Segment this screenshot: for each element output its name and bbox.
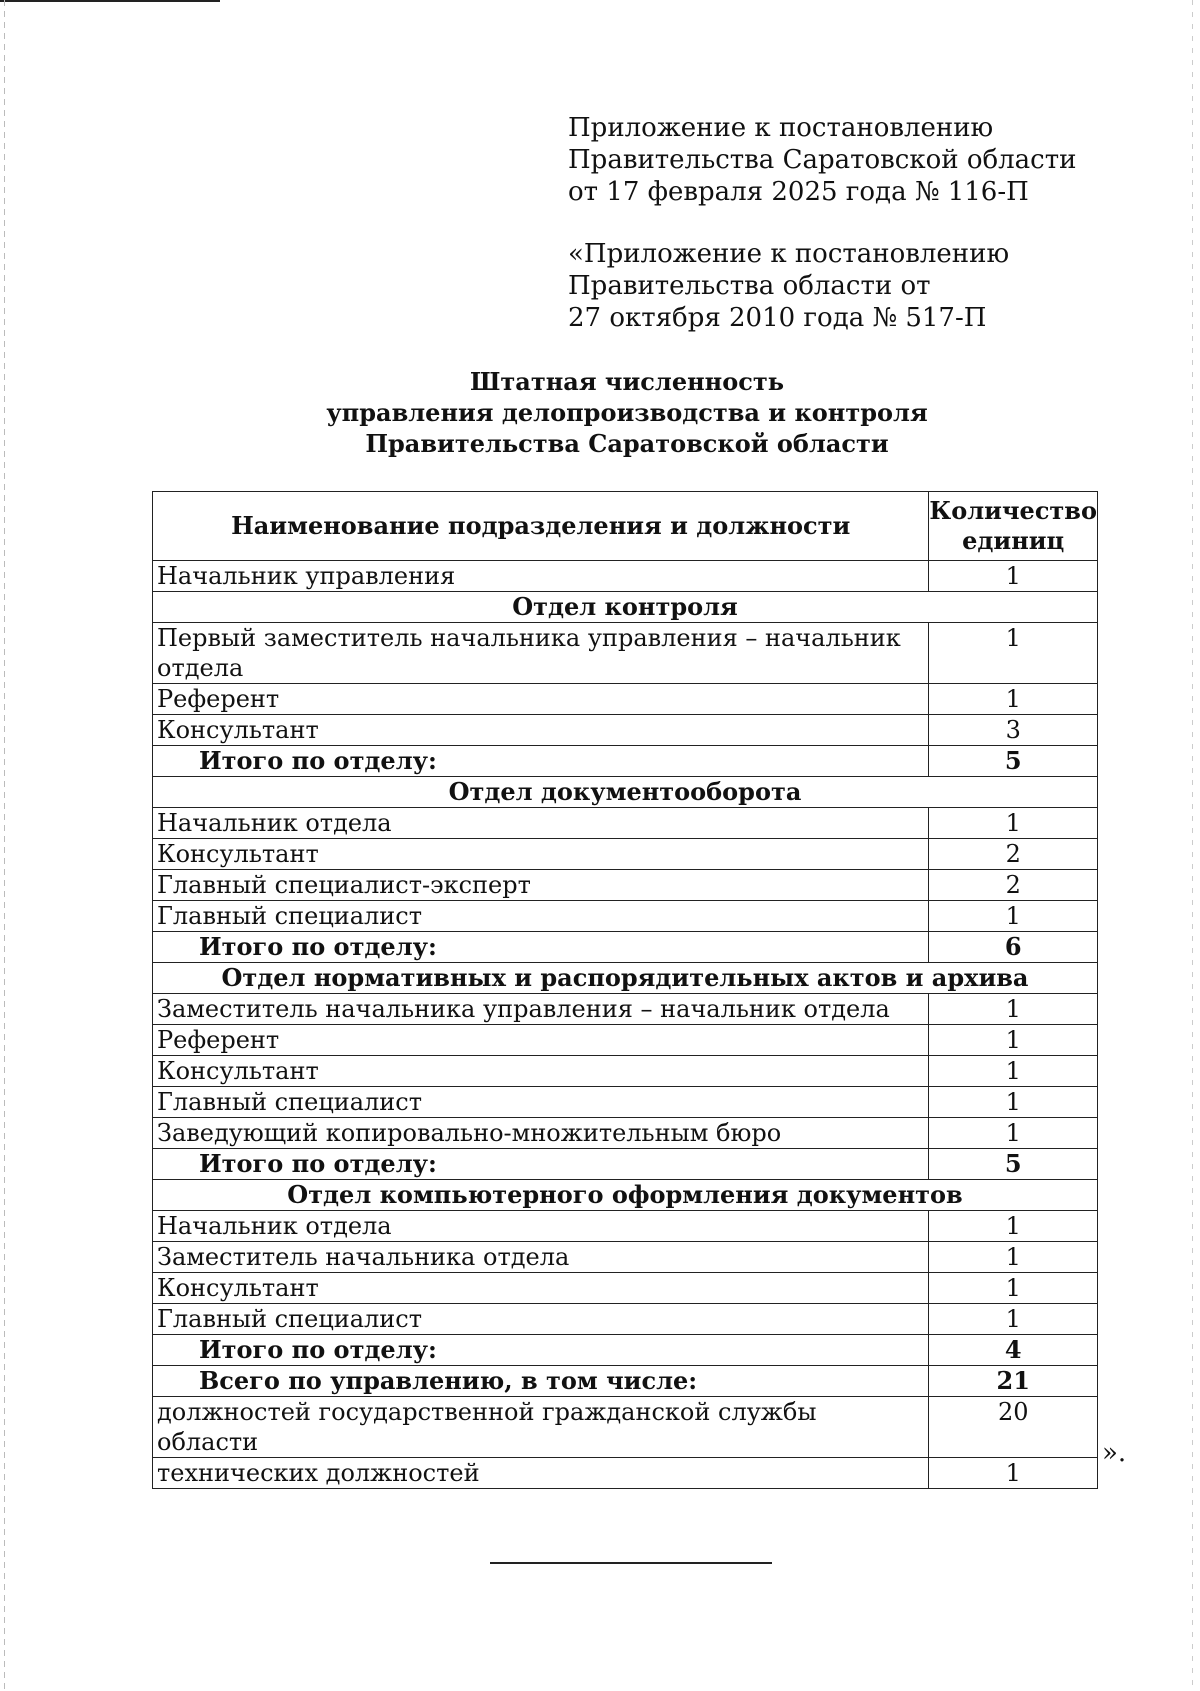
position-qty: 1 [929,623,1098,684]
subtotal-label: Итого по отделу: [153,932,929,963]
subtotal-qty: 21 [929,1366,1098,1397]
title-line: Штатная численность [469,367,784,396]
section-title: Отдел контроля [153,592,1098,623]
table-row [153,1118,1098,1149]
table-row [153,870,1098,901]
section-title: Отдел документооборота [153,777,1098,808]
position-qty: 1 [929,994,1098,1025]
subtotal-qty: 6 [929,932,1098,963]
table-row [153,1273,1098,1304]
title-line: Правительства Саратовской области [365,429,889,458]
position-name: Главный специалист [153,1304,929,1335]
position-qty: 1 [929,1087,1098,1118]
position-qty: 1 [929,1025,1098,1056]
subtotal-row [153,746,1098,777]
table-row [153,1087,1098,1118]
table-row [153,994,1098,1025]
section-row [153,592,1098,623]
position-name: Консультант [153,715,929,746]
position-qty: 1 [929,684,1098,715]
section-row [153,1180,1098,1211]
table-row [153,839,1098,870]
position-qty: 1 [929,1273,1098,1304]
position-name: Начальник отдела [153,808,929,839]
position-name: Начальник управления [153,561,929,592]
position-qty: 3 [929,715,1098,746]
position-qty: 20 [929,1397,1098,1458]
position-qty: 1 [929,1458,1098,1489]
table-row [153,1242,1098,1273]
position-name: Заведующий копировально-множительным бюро [153,1118,929,1149]
position-name: Референт [153,684,929,715]
position-name: технических должностей [153,1458,929,1489]
subtotal-row [153,932,1098,963]
table-row [153,1056,1098,1087]
position-name: Консультант [153,1056,929,1087]
subtotal-row [153,1149,1098,1180]
position-name: Консультант [153,839,929,870]
subtotal-label: Итого по отделу: [153,1335,929,1366]
document-title [150,366,1104,459]
staff-table [152,491,1098,1489]
position-qty: 1 [929,1211,1098,1242]
table-body [153,561,1098,1489]
table-row [153,623,1098,684]
appendix-line: «Приложение к постановлению [568,239,1010,269]
column-header-name: Наименование подразделения и должности [153,492,929,561]
end-rule [490,1562,772,1564]
position-qty: 1 [929,901,1098,932]
table-row [153,561,1098,592]
subtotal-qty: 5 [929,1149,1098,1180]
section-title: Отдел нормативных и распорядительных актов и архива [153,963,1098,994]
position-name: Заместитель начальника управления – начальник отдела [153,994,929,1025]
position-qty: 1 [929,1056,1098,1087]
subtotal-row [153,1366,1098,1397]
position-qty: 1 [929,1304,1098,1335]
subtotal-label: Итого по отделу: [153,746,929,777]
position-qty: 1 [929,1118,1098,1149]
table-row [153,1397,1098,1458]
position-name: Первый заместитель начальника управления – начальник отдела [153,623,929,684]
appendix-line: Правительства области от [568,271,931,301]
position-name: Референт [153,1025,929,1056]
position-qty: 2 [929,839,1098,870]
table-row [153,808,1098,839]
section-row [153,777,1098,808]
title-line: управления делопроизводства и контроля [326,398,928,427]
position-name: Главный специалист-эксперт [153,870,929,901]
table-row [153,901,1098,932]
appendix-header [568,112,1088,334]
table-header-row [153,492,1098,561]
scan-edge-top [0,0,220,2]
position-name: Главный специалист [153,901,929,932]
subtotal-label: Итого по отделу: [153,1149,929,1180]
appendix-line: Приложение к постановлению [568,113,994,143]
scan-edge-left [4,0,5,1691]
table-row [153,715,1098,746]
section-title: Отдел компьютерного оформления документов [153,1180,1098,1211]
section-row [153,963,1098,994]
closing-quote: ». [1102,1438,1127,1468]
position-qty: 1 [929,808,1098,839]
appendix-line: Правительства Саратовской области [568,145,1077,175]
position-name: Главный специалист [153,1087,929,1118]
subtotal-label: Всего по управлению, в том числе: [153,1366,929,1397]
position-name: Начальник отдела [153,1211,929,1242]
table-row [153,684,1098,715]
scan-edge-right [1192,0,1193,1691]
subtotal-row [153,1335,1098,1366]
position-qty: 1 [929,1242,1098,1273]
position-name: Консультант [153,1273,929,1304]
position-name: Заместитель начальника отдела [153,1242,929,1273]
position-qty: 1 [929,561,1098,592]
table-row [153,1458,1098,1489]
position-qty: 2 [929,870,1098,901]
appendix-line: от 17 февраля 2025 года № 116-П [568,177,1029,207]
column-header-qty: Количество единиц [929,492,1098,561]
table-row [153,1025,1098,1056]
table-row [153,1304,1098,1335]
position-name: должностей государственной гражданской службы области [153,1397,929,1458]
appendix-line: 27 октября 2010 года № 517-П [568,303,987,333]
subtotal-qty: 5 [929,746,1098,777]
table-row [153,1211,1098,1242]
subtotal-qty: 4 [929,1335,1098,1366]
